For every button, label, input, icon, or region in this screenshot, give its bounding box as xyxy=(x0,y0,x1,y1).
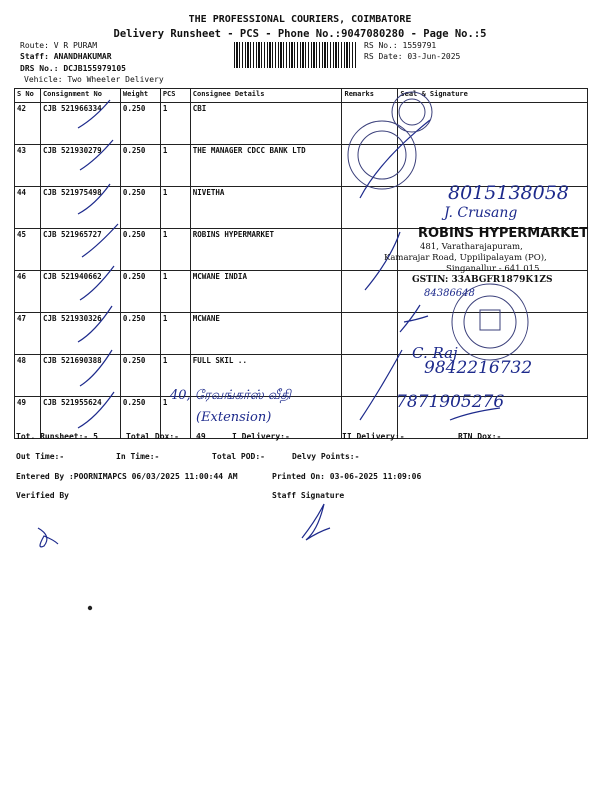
row-consignee: MCWANE INDIA xyxy=(190,271,342,313)
entered-by: Entered By :POORNIMAPCS 06/03/2025 11:00:44 AM xyxy=(16,472,238,481)
row-consignee: MCWANE xyxy=(190,313,342,355)
row-sno: 45 xyxy=(15,229,41,271)
handwritten-phone-1: 8015138058 xyxy=(448,182,569,204)
row-consignment: CJB 521930326 xyxy=(40,313,120,355)
row-consignment: CJB 521965727 xyxy=(40,229,120,271)
tick-mark xyxy=(80,350,112,386)
stamp-address-line-2: Kamarajar Road, Uppilipalayam (PO), xyxy=(384,253,547,263)
round-stamp xyxy=(399,99,425,125)
rs-date: RS Date: 03-Jun-2025 xyxy=(364,52,461,61)
row-weight: 0.250 xyxy=(120,355,160,397)
row-sno: 49 xyxy=(15,397,41,439)
handwritten-address-note: 40, ரேவங்கர்ஸ் வீதி xyxy=(170,388,291,403)
col-sno: S No xyxy=(15,89,41,103)
ink-dot xyxy=(88,606,92,610)
drs-label: DRS No.: DCJB155979105 xyxy=(20,64,126,73)
tick-mark xyxy=(80,140,113,170)
col-consignee: Consignee Details xyxy=(190,89,342,103)
stamp-address-line-1: 481, Varatharajapuram, xyxy=(420,242,523,252)
stamp-gstin: GSTIN: 33ABGFR1879K1ZS xyxy=(412,275,553,285)
rs-number: RS No.: 1559791 xyxy=(364,41,437,50)
row-weight: 0.250 xyxy=(120,271,160,313)
row-pcs: 1 xyxy=(160,355,190,397)
row-weight: 0.250 xyxy=(120,187,160,229)
row-weight: 0.250 xyxy=(120,313,160,355)
row-sno: 42 xyxy=(15,103,41,145)
handwritten-phone-3: 9842216732 xyxy=(424,358,533,378)
handwritten-extension-note: (Extension) xyxy=(196,410,272,425)
runsheet-subtitle: Delivery Runsheet - PCS - Phone No.:9047080280 - Page No.:5 xyxy=(113,28,487,40)
stamp-company-name: ROBINS HYPERMARKET xyxy=(418,226,589,241)
staff-signature-scribble xyxy=(302,504,330,540)
row-consignment: CJB 521966334 xyxy=(40,103,120,145)
col-consignment: Consignment No xyxy=(40,89,120,103)
row-pcs: 1 xyxy=(160,397,190,439)
tick-mark xyxy=(78,100,110,128)
tick-mark xyxy=(80,266,114,300)
tick-mark xyxy=(82,224,118,257)
handwritten-phone-2: 84386648 xyxy=(424,288,475,299)
row-sno: 47 xyxy=(15,313,41,355)
row-consignee: CBI xyxy=(190,103,342,145)
row-sno: 43 xyxy=(15,145,41,187)
row-consignee: NIVETHA xyxy=(190,187,342,229)
rtn-dox-label: RTN Dox:- xyxy=(458,432,502,441)
row-consignment: CJB 521975498 xyxy=(40,187,120,229)
col-seal-signature: Seal & Signature xyxy=(398,89,588,103)
handwritten-name-2: C. Raj xyxy=(412,344,458,362)
staff-label: Staff: ANANDHAKUMAR xyxy=(20,52,112,61)
row-pcs: 1 xyxy=(160,271,190,313)
col-remarks: Remarks xyxy=(342,89,398,103)
row-consignment: CJB 521690388 xyxy=(40,355,120,397)
row-weight: 0.250 xyxy=(120,145,160,187)
total-dox-value: 49 xyxy=(196,432,206,441)
row-consignee: ROBINS HYPERMARKET xyxy=(190,229,342,271)
stamp-logo-box xyxy=(480,310,500,330)
row-pcs: 1 xyxy=(160,103,190,145)
i-delivery-label: I Delivery:- xyxy=(232,432,290,441)
handwritten-name-1: J. Crusang xyxy=(444,205,518,221)
delivery-points-label: Delvy Points:- xyxy=(292,452,360,461)
staff-signature-label: Staff Signature xyxy=(272,491,345,500)
row-pcs: 1 xyxy=(160,145,190,187)
col-pcs: PCS xyxy=(160,89,190,103)
round-stamp xyxy=(464,296,516,348)
row-weight: 0.250 xyxy=(120,397,160,439)
signature-stroke xyxy=(400,305,428,332)
row-pcs: 1 xyxy=(160,229,190,271)
row-sno: 44 xyxy=(15,187,41,229)
row-sno: 48 xyxy=(15,355,41,397)
printed-on: Printed On: 03-06-2025 11:09:06 xyxy=(272,472,422,481)
tick-mark xyxy=(78,184,110,214)
in-time-label: In Time:- xyxy=(116,452,160,461)
row-consignee: THE MANAGER CDCC BANK LTD xyxy=(190,145,342,187)
company-title: THE PROFESSIONAL COURIERS, COIMBATORE xyxy=(188,14,412,25)
row-consignment: CJB 521940662 xyxy=(40,271,120,313)
verified-by-label: Verified By xyxy=(16,491,69,500)
row-consignment: CJB 521955624 xyxy=(40,397,120,439)
verified-signature-scribble xyxy=(38,528,58,547)
total-pod-label: Total POD:- xyxy=(212,452,265,461)
tick-mark xyxy=(78,306,112,342)
route-label: Route: V R PURAM xyxy=(20,41,98,50)
round-stamp xyxy=(358,131,406,179)
col-weight: Weight xyxy=(120,89,160,103)
row-consignee: FULL SKIL .. xyxy=(190,355,342,397)
round-stamp xyxy=(392,92,432,132)
stamp-address-line-3: Singanallur - 641 015 xyxy=(446,264,540,274)
row-pcs: 1 xyxy=(160,187,190,229)
row-weight: 0.250 xyxy=(120,103,160,145)
ii-delivery-label: II Delivery:- xyxy=(342,432,405,441)
row-consignment: CJB 521930279 xyxy=(40,145,120,187)
tick-mark xyxy=(78,392,114,428)
vehicle-label: Vehicle: Two Wheeler Delivery xyxy=(24,75,164,84)
handwritten-phone-4: 7871905276 xyxy=(396,392,505,412)
total-runsheet: Tot. Runsheet:- 5 xyxy=(16,432,98,441)
total-dox-label: Total Dox:- xyxy=(126,432,179,441)
row-pcs: 1 xyxy=(160,313,190,355)
out-time-label: Out Time:- xyxy=(16,452,65,461)
row-weight: 0.250 xyxy=(120,229,160,271)
row-sno: 46 xyxy=(15,271,41,313)
